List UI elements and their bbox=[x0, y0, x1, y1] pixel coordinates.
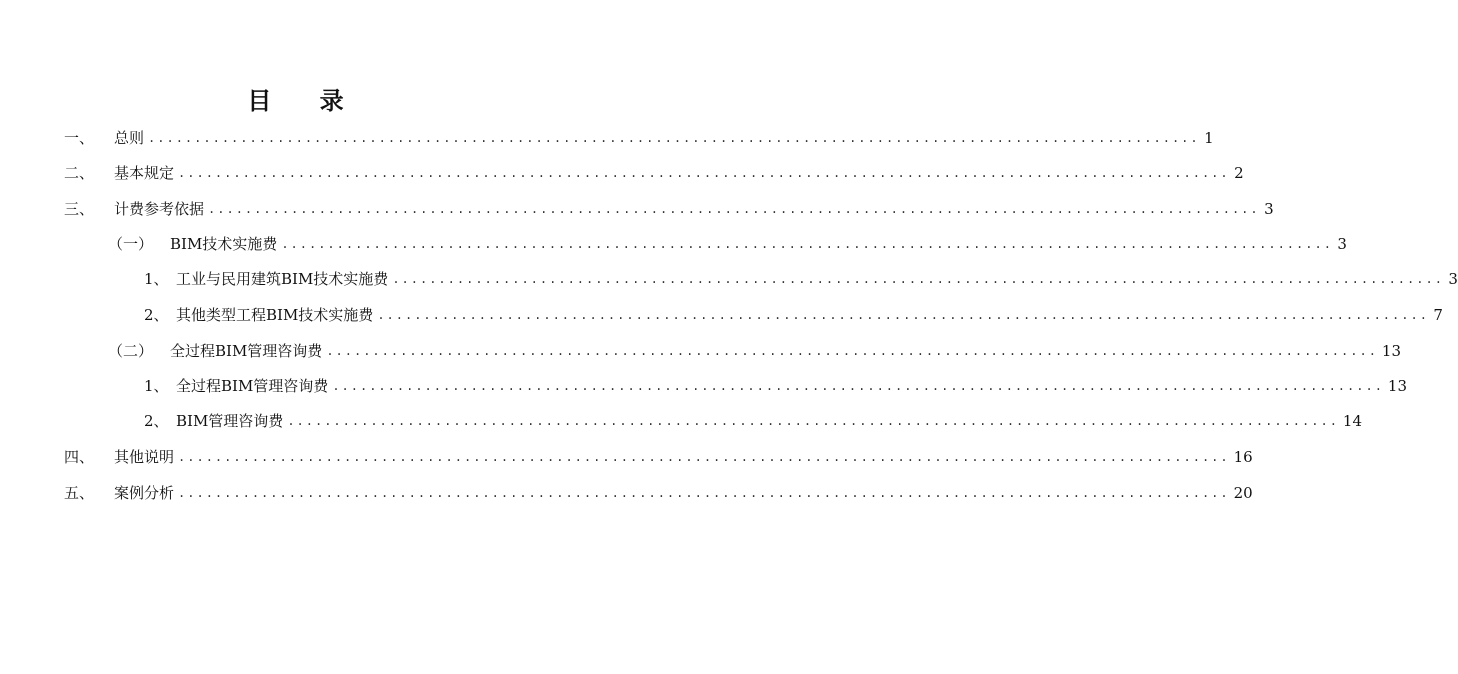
toc-entry-page: 2 bbox=[1234, 164, 1244, 182]
toc-entry-number: 1、 bbox=[144, 377, 169, 395]
dot-leader: .................................................................................................................. bbox=[148, 131, 1200, 145]
toc-entry-other-notes[interactable] bbox=[64, 446, 1253, 468]
toc-entry-page: 20 bbox=[1233, 484, 1253, 502]
toc-entry-page: 14 bbox=[1342, 412, 1363, 430]
toc-entry-number: 一、 bbox=[64, 129, 95, 147]
dot-leader: .................................................................................................................. bbox=[326, 344, 1378, 358]
toc-entry-page: 3 bbox=[1448, 270, 1458, 288]
toc-entry-general[interactable] bbox=[64, 127, 1214, 149]
dot-leader: .................................................................................................................. bbox=[281, 237, 1333, 251]
dot-leader: .................................................................................................................. bbox=[377, 308, 1429, 322]
toc-entry-title: BIM技术实施费 bbox=[170, 235, 278, 253]
toc-entry-page: 13 bbox=[1381, 342, 1402, 360]
toc-entry-title: 案例分析 bbox=[114, 484, 175, 502]
toc-entry-full-process-bim-consulting-fee[interactable] bbox=[144, 375, 1408, 397]
toc-entry-number: （一） bbox=[108, 235, 154, 253]
toc-entry-number: 2、 bbox=[144, 306, 169, 324]
toc-entry-bim-implementation-fee[interactable] bbox=[108, 233, 1347, 255]
dot-leader: .................................................................................................................. bbox=[332, 379, 1384, 393]
toc-entry-other-projects-bim-fee[interactable] bbox=[144, 304, 1443, 326]
toc-title: 目 录 bbox=[247, 87, 364, 115]
toc-entry-number: 三、 bbox=[64, 200, 95, 218]
toc-entry-title: 其他说明 bbox=[114, 448, 175, 466]
toc-entry-title: BIM管理咨询费 bbox=[176, 412, 284, 430]
dot-leader: .................................................................................................................. bbox=[392, 272, 1444, 286]
toc-entry-page: 3 bbox=[1337, 235, 1347, 253]
toc-entry-fee-basis[interactable] bbox=[64, 198, 1274, 220]
toc-entry-number: 二、 bbox=[64, 164, 95, 182]
toc-entry-full-process-bim-consulting[interactable] bbox=[108, 340, 1402, 362]
toc-entry-number: 2、 bbox=[144, 412, 169, 430]
toc-entry-title: 全过程BIM管理咨询费 bbox=[176, 377, 329, 395]
toc-entry-case-analysis[interactable] bbox=[64, 482, 1253, 504]
toc-entry-page: 3 bbox=[1264, 200, 1274, 218]
toc-entry-title: 其他类型工程BIM技术实施费 bbox=[176, 306, 374, 324]
dot-leader: .................................................................................................................. bbox=[178, 450, 1230, 464]
toc-entry-page: 7 bbox=[1433, 306, 1443, 324]
toc-entry-number: （二） bbox=[108, 342, 154, 360]
toc-entry-number: 四、 bbox=[64, 448, 95, 466]
toc-entry-basic-rules[interactable] bbox=[64, 162, 1244, 184]
dot-leader: .................................................................................................................. bbox=[208, 202, 1260, 216]
toc-entry-number: 1、 bbox=[144, 270, 169, 288]
toc-entry-page: 13 bbox=[1387, 377, 1408, 395]
toc-entry-number: 五、 bbox=[64, 484, 95, 502]
toc-entry-industrial-civil-bim-fee[interactable] bbox=[144, 268, 1458, 290]
toc-entry-title: 总则 bbox=[114, 129, 145, 147]
toc-entry-title: 全过程BIM管理咨询费 bbox=[170, 342, 323, 360]
toc-entry-title: 基本规定 bbox=[114, 164, 175, 182]
dot-leader: .................................................................................................................. bbox=[178, 486, 1230, 500]
toc-entry-page: 1 bbox=[1204, 129, 1214, 147]
dot-leader: .................................................................................................................. bbox=[287, 414, 1339, 428]
toc-entry-title: 工业与民用建筑BIM技术实施费 bbox=[176, 270, 389, 288]
toc-entry-bim-consulting-fee[interactable] bbox=[144, 410, 1363, 432]
toc-entry-page: 16 bbox=[1233, 448, 1253, 466]
toc-entry-title: 计费参考依据 bbox=[114, 200, 205, 218]
dot-leader: .................................................................................................................. bbox=[178, 166, 1230, 180]
